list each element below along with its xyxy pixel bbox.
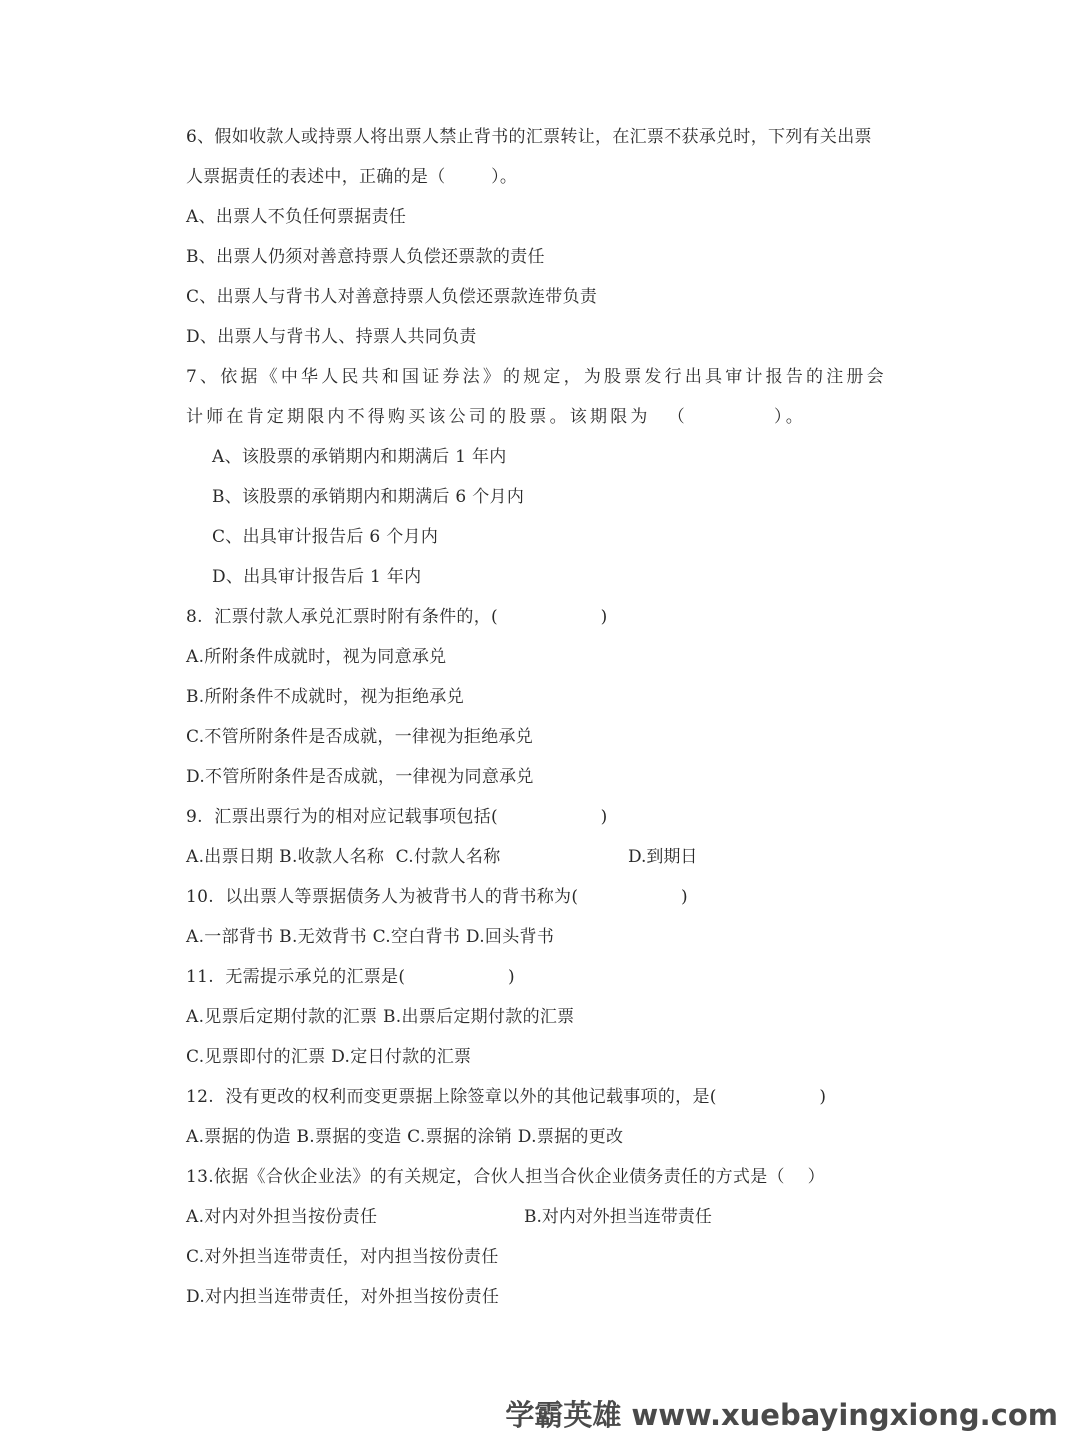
q13-option-c: C.对外担当连带责任，对内担当按份责任 <box>186 1247 499 1267</box>
site-watermark: 学霸英雄 www.xuebayingxiong.com <box>505 1398 1058 1432</box>
q7-option-a: A、该股票的承销期内和期满后 1 年内 <box>212 447 507 467</box>
q9-options-abc: A.出票日期 B.收款人名称 C.付款人名称 <box>186 847 501 867</box>
q11-stem: 11. 无需提示承兑的汇票是( ) <box>186 967 515 987</box>
q6-option-a: A、出票人不负任何票据责任 <box>186 207 407 227</box>
q7-stem-line1: 7、依据《中华人民共和国证券法》的规定，为股票发行出具审计报告的注册会 <box>186 367 887 387</box>
q13-option-a: A.对内对外担当按份责任 <box>186 1207 378 1227</box>
q8-option-a: A.所附条件成就时，视为同意承兑 <box>186 647 447 667</box>
q6-option-b: B、出票人仍须对善意持票人负偿还票款的责任 <box>186 247 545 267</box>
q7-option-b: B、该股票的承销期内和期满后 6 个月内 <box>212 487 525 507</box>
q8-option-c: C.不管所附条件是否成就，一律视为拒绝承兑 <box>186 727 534 747</box>
q13-stem: 13.依据《合伙企业法》的有关规定，合伙人担当合伙企业债务责任的方式是（ ） <box>186 1167 825 1187</box>
q8-option-b: B.所附条件不成就时，视为拒绝承兑 <box>186 687 464 707</box>
q6-stem-line2: 人票据责任的表述中，正确的是（ ）。 <box>186 167 518 187</box>
q9-option-d: D.到期日 <box>628 847 698 867</box>
q7-stem-line2: 计师在肯定期限内不得购买该公司的股票。该期限为 （ ）。 <box>186 407 806 427</box>
q6-option-d: D、出票人与背书人、持票人共同负责 <box>186 327 477 347</box>
q7-option-c: C、出具审计报告后 6 个月内 <box>212 527 439 547</box>
q13-option-d: D.对内担当连带责任，对外担当按份责任 <box>186 1287 500 1307</box>
q13-option-b: B.对内对外担当连带责任 <box>524 1207 712 1227</box>
q11-options-cd: C.见票即付的汇票 D.定日付款的汇票 <box>186 1047 472 1067</box>
q12-options: A.票据的伪造 B.票据的变造 C.票据的涂销 D.票据的更改 <box>186 1127 624 1147</box>
q6-stem-line1: 6、假如收款人或持票人将出票人禁止背书的汇票转让，在汇票不获承兑时，下列有关出票 <box>186 127 872 147</box>
q6-option-c: C、出票人与背书人对善意持票人负偿还票款连带负责 <box>186 287 598 307</box>
q8-option-d: D.不管所附条件是否成就，一律视为同意承兑 <box>186 767 534 787</box>
q9-stem: 9. 汇票出票行为的相对应记载事项包括( ) <box>186 807 608 827</box>
q8-stem: 8. 汇票付款人承兑汇票时附有条件的，( ) <box>186 607 608 627</box>
q7-option-d: D、出具审计报告后 1 年内 <box>212 567 422 587</box>
q11-options-ab: A.见票后定期付款的汇票 B.出票后定期付款的汇票 <box>186 1007 575 1027</box>
q10-stem: 10. 以出票人等票据债务人为被背书人的背书称为( ) <box>186 887 688 907</box>
q12-stem: 12. 没有更改的权利而变更票据上除签章以外的其他记载事项的，是( ) <box>186 1087 827 1107</box>
q10-options: A.一部背书 B.无效背书 C.空白背书 D.回头背书 <box>186 927 555 947</box>
